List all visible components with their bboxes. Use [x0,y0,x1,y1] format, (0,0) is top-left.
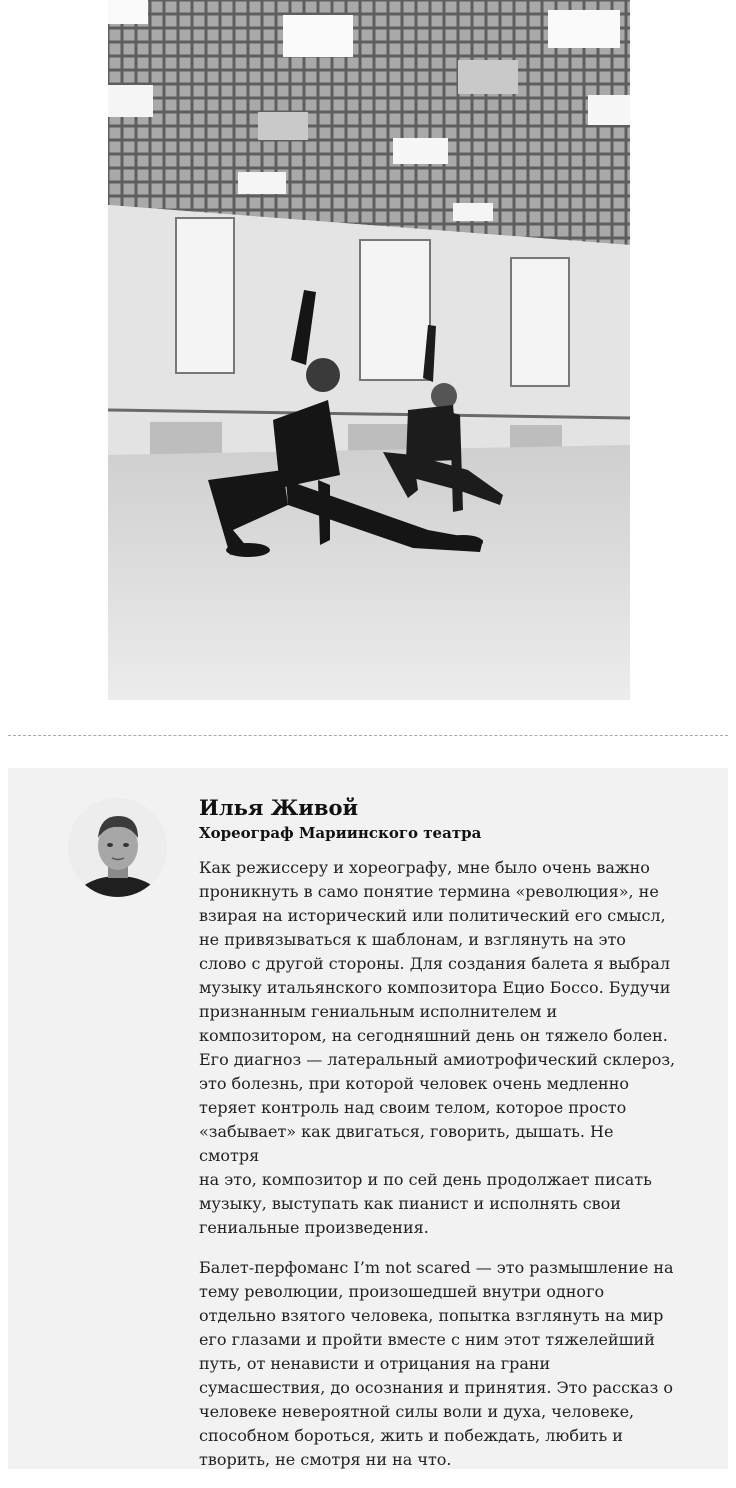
quote-card [8,768,728,1469]
quote-paragraph: Как режиссеру и хореографу, мне было очень важно проникнуть в само понятие термина «революция», не взирая на исторический или политический его смысл, не привязываться к шаблонам, и взглянуть на это слово с другой стороны. Для создания балета я выбрал музыку итальянского композитора Ецио Боссо. Будучи признанным гениальным исполнителем и композитором, на сегодняшний день он тяжело болен. Его диагноз — латеральный амиотрофический склероз, это болезнь, при которой человек очень медленно теряет контроль над своим телом, которое просто «забывает» как двигаться, говорить, дышать. Не смотря на это, композитор и по сей день продолжает писать музыку, выступать как пианист и исполнять свои гениальные произведения. [199,858,676,1237]
author-avatar [68,798,167,897]
dance-rehearsal-photo [108,0,630,700]
section-divider [8,735,728,736]
quote-text [199,856,677,1488]
quote-paragraph: Балет-перфоманс I’m not scared — это размышление на тему революции, произошедшей внутри одного отдельно взятого человека, попытка взглянуть на мир его глазами и пройти вместе с ним этот тяжелейший путь, от ненависти и отрицания на грани сумасшествия, до осознания и принятия. Это рассказ о человеке невероятной силы воли и духа, человеке, способном бороться, жить и побеждать, любить и творить, не смотря ни на что. [199,1258,674,1469]
author-name: Илья Живой [199,795,359,820]
author-role: Хореограф Мариинского театра [199,824,482,842]
